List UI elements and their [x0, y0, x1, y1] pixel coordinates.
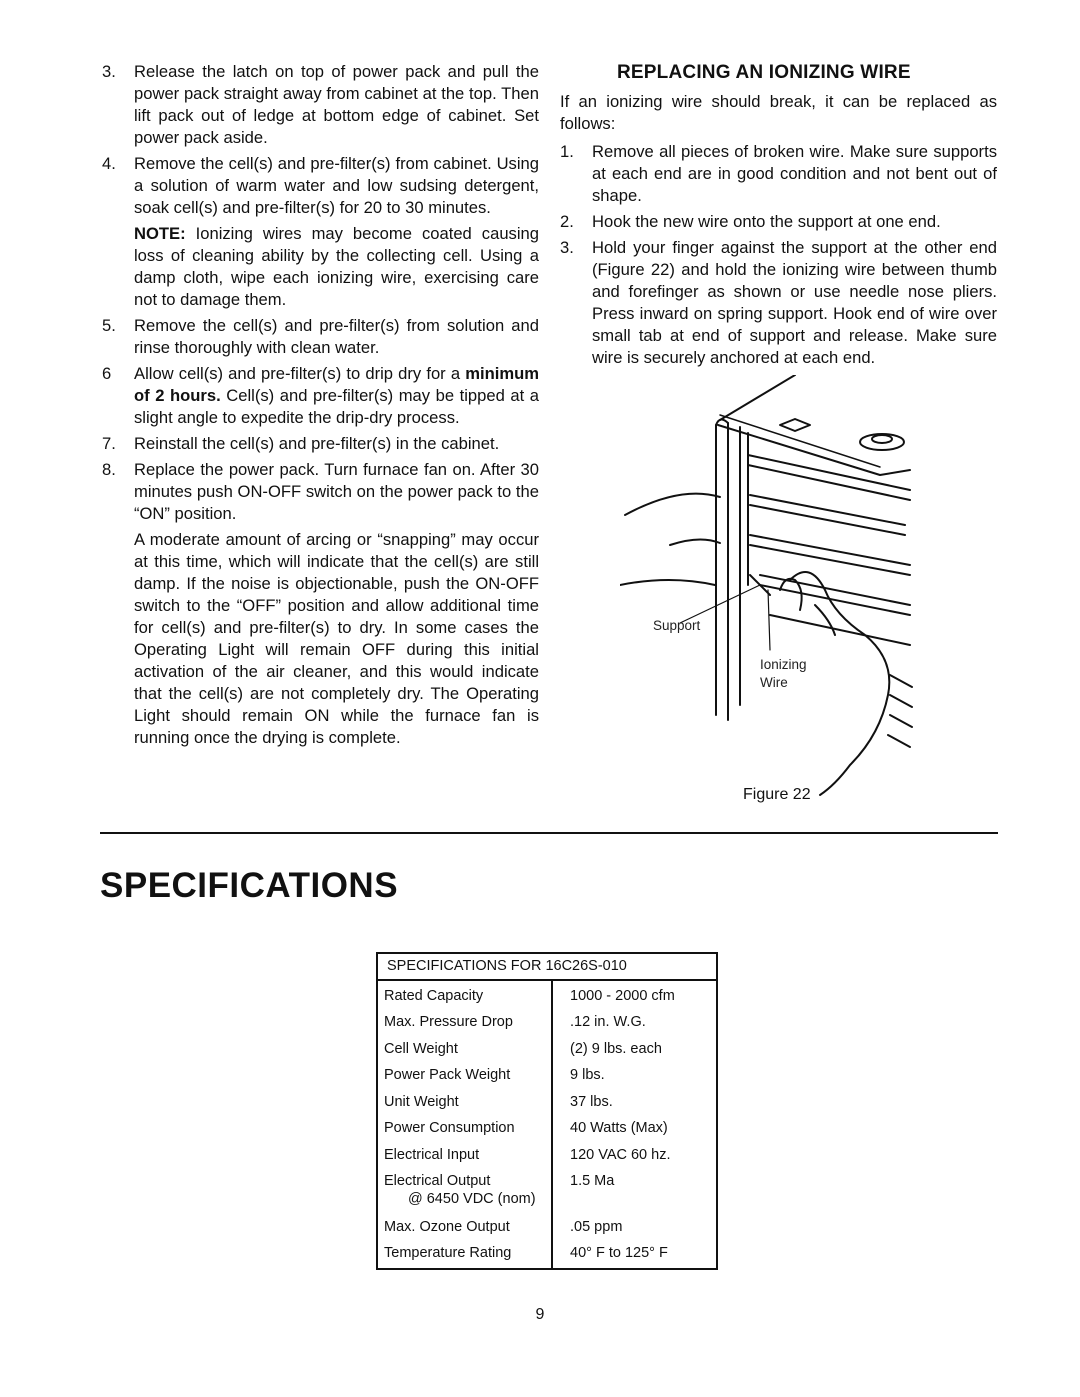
left-column: [102, 61, 539, 753]
spec-value: 40° F to 125° F: [570, 1245, 668, 1261]
support-label: Support: [653, 618, 701, 633]
specifications-title: SPECIFICATIONS: [100, 866, 399, 905]
spec-value: 9 lbs.: [570, 1067, 605, 1083]
note-label: NOTE:: [134, 224, 186, 243]
ionizing-wire-illustration: [620, 375, 1000, 815]
ionizing-label: Ionizing: [760, 657, 807, 672]
spec-label: Cell Weight: [384, 1041, 458, 1057]
step-text: Remove the cell(s) and pre-filter(s) from cabinet. Using a solution of warm water and low sudsing detergent, soak cell(s) and pre-filter(s) for 20 to 30 minutes.: [134, 154, 539, 217]
arcing-paragraph: A moderate amount of arcing or “snapping” may occur at this time, which will indicate that the cell(s) are still damp. If the noise is objectionable, push the ON-OFF switch to the “OFF” position and allow additional time for cell(s) and pre-filter(s) to dry. In some cases the Operating Light will remain OFF during this initial activation of the air cleaner, and this would indicate that the cell(s) are not completely dry. The Operating Light should remain ON while the furnace fan is running once the drying is complete.: [134, 530, 539, 747]
spec-label: Temperature Rating: [384, 1245, 512, 1261]
step6-text-a: Allow cell(s) and pre-filter(s) to drip dry for a: [134, 364, 466, 383]
step-8: [102, 459, 539, 525]
step-text: Remove the cell(s) and pre-filter(s) from solution and rinse thoroughly with clean water.: [134, 316, 539, 357]
step-text: Hold your finger against the support at the other end (Figure 22) and hold the ionizing wire between thumb and forefinger as shown or use needle nose pliers. Press inward on spring support. Hook end of wire over small tab at end of support and release. Make sure wire is securely anchored at each end.: [592, 238, 997, 367]
step-text: [134, 363, 539, 429]
spec-label: Unit Weight: [384, 1094, 459, 1110]
step-7: [102, 433, 539, 455]
specifications-table: [376, 952, 718, 1270]
arm-outline: [625, 494, 720, 515]
spec-value: 1000 - 2000 cfm: [570, 988, 675, 1004]
spec-value: 1.5 Ma: [570, 1173, 615, 1189]
spec-value: .05 ppm: [570, 1219, 623, 1235]
right-column: [560, 61, 997, 373]
wire-label: Wire: [760, 675, 788, 690]
spec-label: Max. Pressure Drop: [384, 1014, 513, 1030]
intro-paragraph: If an ionizing wire should break, it can be replaced as follows:: [560, 92, 997, 133]
table-header: SPECIFICATIONS FOR 16C26S-010: [378, 954, 716, 981]
figure-caption: Figure 22: [743, 786, 811, 803]
step-text: Replace the power pack. Turn furnace fan on. After 30 minutes push ON-OFF switch on the power pack to the “ON” position.: [134, 460, 539, 523]
cabinet-top-edge: [720, 375, 795, 420]
note-paragraph: [134, 223, 539, 311]
section-heading: REPLACING AN IONIZING WIRE: [617, 62, 911, 83]
step-number: 3.: [102, 62, 116, 81]
step6-text-b: Cell(s) and pre-filter(s) may be tipped at a slight angle to expedite the drip-dry process.: [134, 386, 539, 427]
spec-value: 37 lbs.: [570, 1094, 613, 1110]
section-divider: [100, 832, 998, 834]
note-text: Ionizing wires may become coated causing loss of cleaning ability by the collecting cell. Using a damp cloth, wipe each ionizing wire, exercising care not to damage them.: [134, 224, 539, 309]
step-text: Reinstall the cell(s) and pre-filter(s) in the cabinet.: [134, 434, 500, 453]
replace-step-2: [560, 211, 997, 233]
replace-step-3: [560, 237, 997, 369]
column-divider: [551, 979, 553, 1268]
step-number: 7.: [102, 434, 116, 453]
step-number: 6: [102, 364, 112, 383]
spec-value: 120 VAC 60 hz.: [570, 1147, 671, 1163]
step-text: Release the latch on top of power pack and pull the power pack straight away from cabinet at the top. Then lift pack out of ledge at bottom edge of cabinet. Set power pack aside.: [134, 62, 539, 147]
page-number: 9: [535, 1306, 545, 1323]
spec-label: Electrical Output: [384, 1173, 491, 1189]
spec-label-secondary: @ 6450 VDC (nom): [408, 1191, 536, 1207]
hand-outline: [790, 572, 889, 795]
spec-label: Max. Ozone Output: [384, 1219, 510, 1235]
replace-step-1: [560, 141, 997, 207]
step-number: 2.: [560, 212, 574, 231]
step-number: 3.: [560, 238, 574, 257]
spec-label: Power Consumption: [384, 1120, 515, 1136]
step-4: [102, 153, 539, 219]
step-number: 4.: [102, 154, 116, 173]
step6-emphasis: minimum of 2 hours.: [134, 364, 539, 405]
step-text: Hook the new wire onto the support at one end.: [592, 212, 941, 231]
step-text: Remove all pieces of broken wire. Make sure supports at each end are in good condition and not bent out of shape.: [592, 142, 997, 205]
wire-pointer: [768, 590, 770, 650]
step-6: [102, 363, 539, 429]
spec-label: Power Pack Weight: [384, 1067, 511, 1083]
step-3: [102, 61, 539, 149]
step-number: 5.: [102, 316, 116, 335]
spec-label: Electrical Input: [384, 1147, 480, 1163]
step-number: 8.: [102, 460, 116, 479]
step-number: 1.: [560, 142, 574, 161]
spec-label: Rated Capacity: [384, 988, 484, 1004]
spec-value: 40 Watts (Max): [570, 1120, 668, 1136]
spec-value: (2) 9 lbs. each: [570, 1041, 662, 1057]
spec-value: .12 in. W.G.: [570, 1014, 646, 1030]
step-5: [102, 315, 539, 359]
